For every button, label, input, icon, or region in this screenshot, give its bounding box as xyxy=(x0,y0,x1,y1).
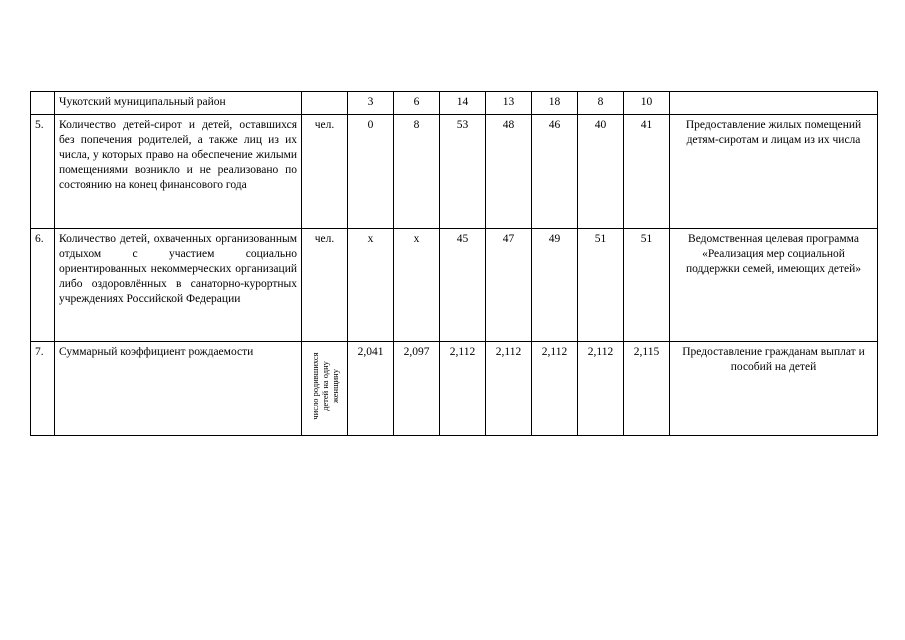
unit-cell: чел. xyxy=(302,115,348,229)
unit-cell: чел. xyxy=(302,229,348,342)
value-cell: 49 xyxy=(532,229,578,342)
value-cell: 10 xyxy=(624,92,670,115)
note-cell: Предоставление гражданам выплат и пособий на детей xyxy=(670,342,878,436)
value-cell: 2,097 xyxy=(394,342,440,436)
unit-cell xyxy=(302,342,348,436)
value-cell: 48 xyxy=(486,115,532,229)
value-cell: 8 xyxy=(578,92,624,115)
indicator-name: Суммарный коэффициент рождаемости xyxy=(55,342,302,436)
table-row xyxy=(31,342,878,436)
value-cell: 53 xyxy=(440,115,486,229)
note-cell: Предоставление жилых помещений детям-сиротам и лицам из их числа xyxy=(670,115,878,229)
value-cell: 2,115 xyxy=(624,342,670,436)
value-cell: 41 xyxy=(624,115,670,229)
value-cell: 0 xyxy=(348,115,394,229)
row-number xyxy=(31,92,55,115)
value-cell: 51 xyxy=(624,229,670,342)
value-cell: 51 xyxy=(578,229,624,342)
table-row xyxy=(31,229,878,342)
value-cell: 2,112 xyxy=(486,342,532,436)
value-cell: х xyxy=(348,229,394,342)
value-cell: 45 xyxy=(440,229,486,342)
value-cell: 40 xyxy=(578,115,624,229)
indicator-name: Чукотский муниципальный район xyxy=(55,92,302,115)
value-cell: 2,112 xyxy=(532,342,578,436)
note-cell xyxy=(670,92,878,115)
value-cell: 46 xyxy=(532,115,578,229)
unit-vertical-text: число родившихся детей на одну женщину xyxy=(309,352,340,420)
table-row xyxy=(31,92,878,115)
row-number: 6. xyxy=(31,229,55,342)
value-cell: 2,112 xyxy=(578,342,624,436)
value-cell: х xyxy=(394,229,440,342)
indicator-name: Количество детей-сирот и детей, оставшихся без попечения родителей, а также лиц из их числа, у которых право на обеспечение жилыми помещениями возникло и не реализовано по состоянию на конец финансового года xyxy=(55,115,302,229)
value-cell: 47 xyxy=(486,229,532,342)
table-row xyxy=(31,115,878,229)
value-cell: 2,112 xyxy=(440,342,486,436)
value-cell: 14 xyxy=(440,92,486,115)
value-cell: 2,041 xyxy=(348,342,394,436)
value-cell: 6 xyxy=(394,92,440,115)
indicator-name: Количество детей, охваченных организованным отдыхом с участием социально ориентированных некоммерческих организаций либо оздоровлённых в санаторно-курортных учреждениях Российской Федерации xyxy=(55,229,302,342)
value-cell: 18 xyxy=(532,92,578,115)
value-cell: 3 xyxy=(348,92,394,115)
indicators-table xyxy=(30,91,878,436)
value-cell: 8 xyxy=(394,115,440,229)
unit-cell xyxy=(302,92,348,115)
note-cell: Ведомственная целевая программа «Реализация мер социальной поддержки семей, имеющих детей» xyxy=(670,229,878,342)
value-cell: 13 xyxy=(486,92,532,115)
row-number: 5. xyxy=(31,115,55,229)
row-number: 7. xyxy=(31,342,55,436)
